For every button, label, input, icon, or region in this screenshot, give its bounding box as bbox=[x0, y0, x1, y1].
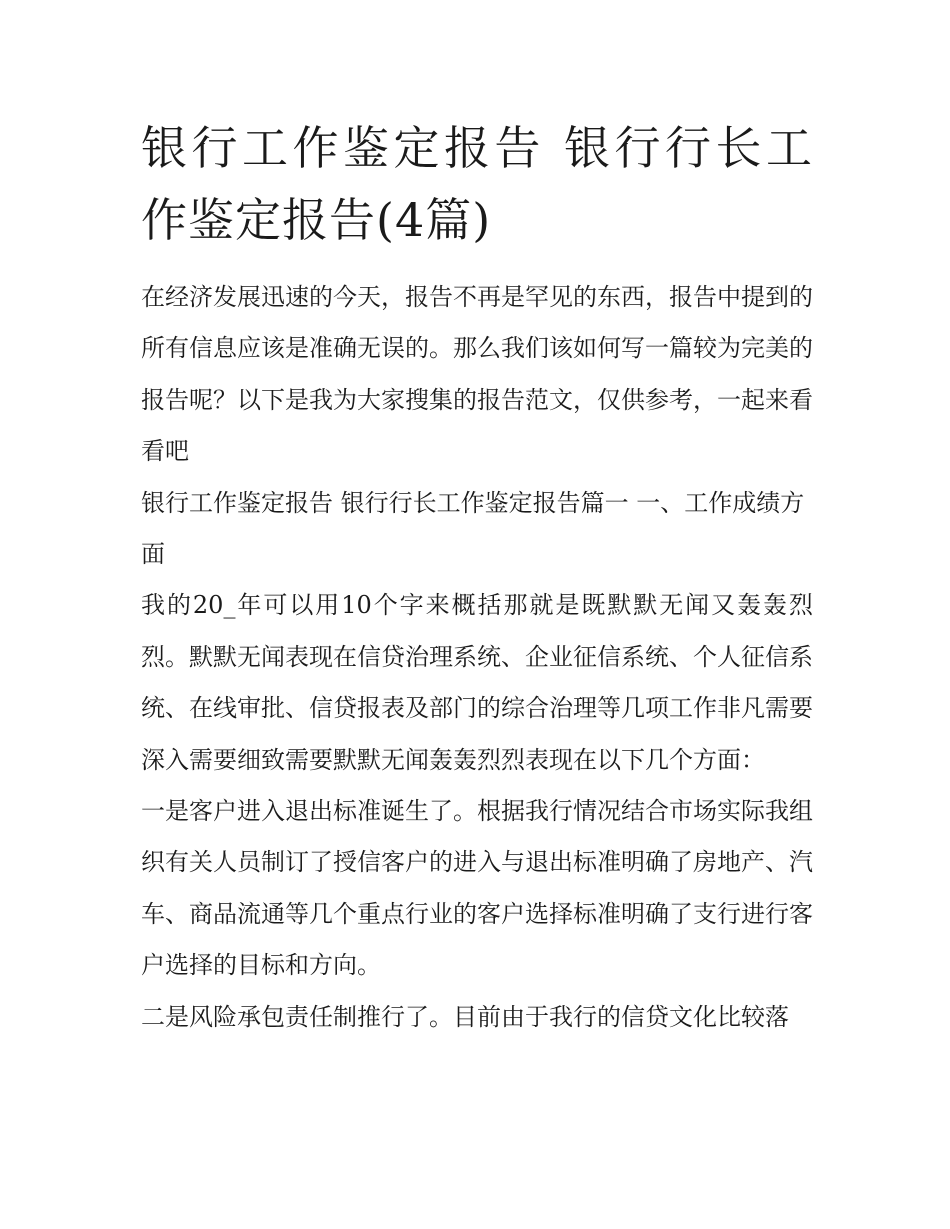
body-paragraph-2: 一是客户进入退出标准诞生了。根据我行情况结合市场实际我组织有关人员制订了授信客户的进入与退出标准明确了房地产、汽车、商品流通等几个重点行业的客户选择标准明确了支行进行客户选择的目标和方向。 bbox=[141, 797, 813, 980]
body-paragraph-1: 我的20_年可以用10个字来概括那就是既默默无闻又轰轰烈烈。默默无闻表现在信贷治理系统、企业征信系统、个人征信系统、在线审批、信贷报表及部门的综合治理等几项工作非凡需要深入需要细致需要默默无闻轰轰烈烈表现在以下几个方面： bbox=[141, 591, 813, 774]
document-title: 银行工作鉴定报告 银行行长工作鉴定报告(4篇) bbox=[141, 121, 813, 247]
body-paragraph-3: 二是风险承包责任制推行了。目前由于我行的信贷文化比较落 bbox=[141, 1002, 789, 1031]
section-heading: 银行工作鉴定报告 银行行长工作鉴定报告篇一 一、工作成绩方面 bbox=[141, 488, 805, 569]
document-page bbox=[141, 112, 813, 1043]
intro-paragraph: 在经济发展迅速的今天，报告不再是罕见的东西，报告中提到的所有信息应该是准确无误的。那么我们该如何写一篇较为完美的报告呢？以下是我为大家搜集的报告范文，仅供参考，一起来看看吧 bbox=[141, 283, 813, 466]
document-body bbox=[141, 272, 813, 1043]
